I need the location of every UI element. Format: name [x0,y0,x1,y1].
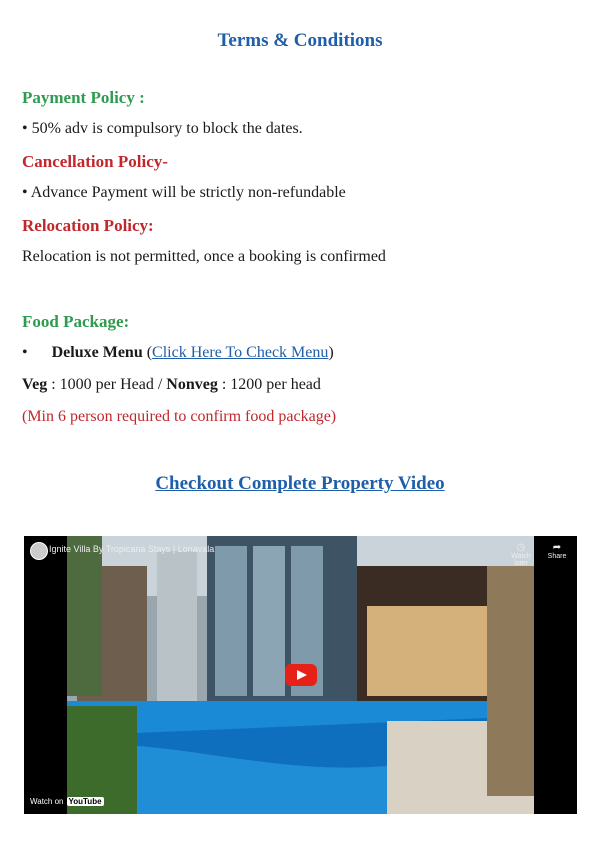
veg-label: Veg [22,376,48,393]
video-title[interactable]: Ignite Villa By Tropicana Stays | Lonavala [49,544,215,554]
property-video-link[interactable]: Checkout Complete Property Video [155,473,445,494]
watch-later-button[interactable] [504,542,538,567]
check-menu-link[interactable]: Click Here To Check Menu [152,344,329,361]
share-icon: ➦ [552,542,562,553]
food-package-heading: Food Package: [22,312,130,331]
play-icon[interactable] [285,664,317,686]
page-title: Terms & Conditions [217,30,383,51]
veg-price: : 1000 per Head / [47,376,167,393]
watch-on-youtube[interactable] [30,797,104,806]
youtube-logo-icon: YouTube [68,797,102,806]
channel-logo-icon[interactable] [30,542,48,560]
nonveg-label: Nonveg [166,376,218,393]
nonveg-price: : 1200 per head [217,376,321,393]
youtube-video-embed[interactable] [24,536,577,814]
open-paren: ( [142,344,153,361]
relocation-policy-heading: Relocation Policy: [22,216,154,235]
share-label: Share [547,553,567,560]
food-prices-line [22,376,321,394]
cancellation-policy-heading: Cancellation Policy- [22,152,168,171]
food-package-note: (Min 6 person required to confirm food package) [22,408,337,425]
clock-icon: ◷ [516,542,526,553]
payment-policy-text: • 50% adv is compulsory to block the dates. [22,120,303,137]
deluxe-menu-line [22,344,334,362]
watch-on-label: Watch on [30,797,64,806]
watch-later-label: Watch later [511,553,531,567]
deluxe-menu-label: Deluxe Menu [51,344,143,361]
cancellation-policy-text: • Advance Payment will be strictly non-refundable [22,184,346,201]
bullet: • [22,344,28,361]
payment-policy-heading: Payment Policy : [22,88,145,107]
close-paren: ) [328,344,334,361]
relocation-policy-text: Relocation is not permitted, once a booking is confirmed [22,248,386,265]
share-button[interactable] [544,542,570,560]
